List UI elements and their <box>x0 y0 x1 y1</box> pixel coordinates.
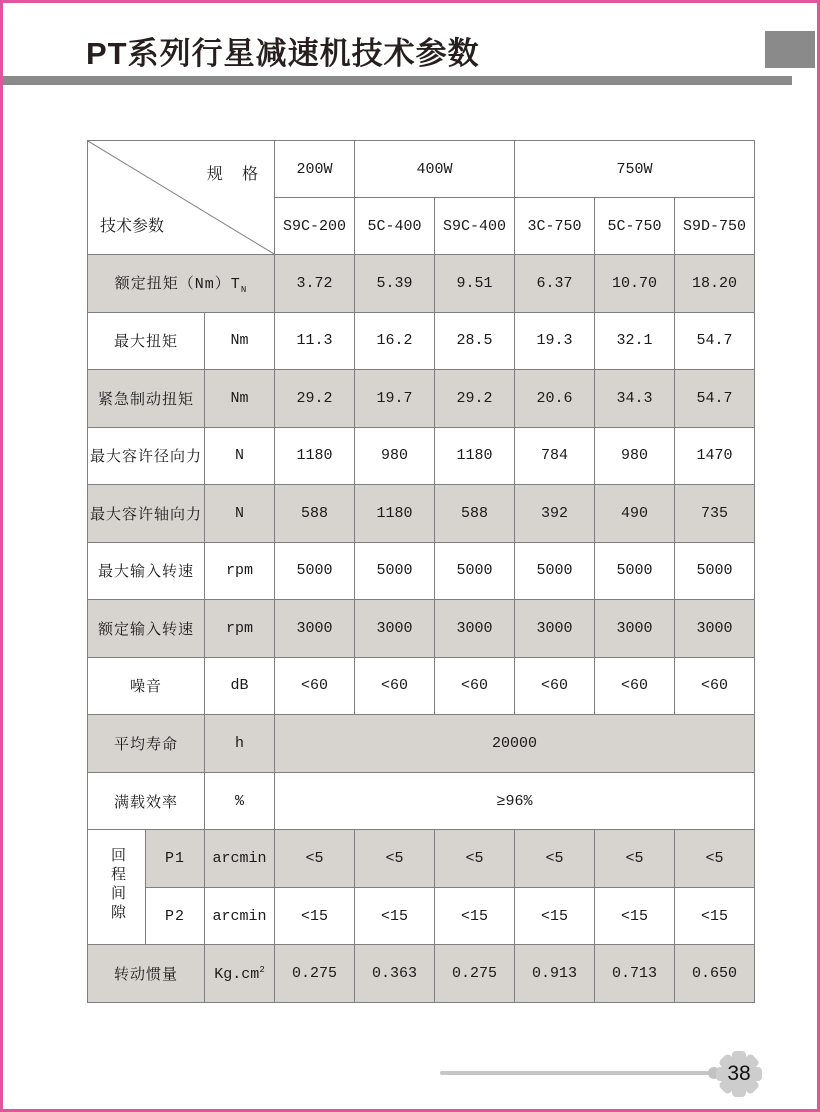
row-label-text: 平均寿命 <box>113 737 178 755</box>
row-unit-text: dB <box>230 677 249 695</box>
title-underline-bar <box>3 76 792 85</box>
row-unit-text: N <box>235 504 245 522</box>
value-cell: 10.70 <box>595 255 675 313</box>
value-cell: 0.275 <box>275 945 355 1003</box>
table-row <box>88 887 755 945</box>
row-label <box>88 255 275 313</box>
model-header: 3C-750 <box>515 198 595 255</box>
value-cell: 0.363 <box>355 945 435 1003</box>
value-cell: 3000 <box>275 600 355 658</box>
value-cell: 34.3 <box>595 370 675 428</box>
value-cell: 5000 <box>515 542 595 600</box>
row-group-text: 回程间隙 <box>108 846 125 923</box>
value-cell: 1180 <box>435 427 515 485</box>
footer-line <box>440 1071 712 1075</box>
value-cell: <60 <box>435 657 515 715</box>
power-group-header: 750W <box>515 141 755 198</box>
value-cell: 32.1 <box>595 312 675 370</box>
table-row <box>88 255 755 313</box>
value-cell: <60 <box>675 657 755 715</box>
row-label-subscript: N <box>240 284 248 295</box>
row-unit-text: Nm <box>230 389 249 407</box>
row-label-text: 额定输入转速 <box>97 621 194 639</box>
row-unit-text: N <box>235 447 245 465</box>
spec-table <box>87 140 755 1003</box>
value-cell: <5 <box>355 830 435 888</box>
row-label-text: 额定扭矩（Nm）T <box>114 275 241 293</box>
row-unit <box>205 600 275 658</box>
page-number-badge <box>714 1049 764 1099</box>
value-cell: <15 <box>675 887 755 945</box>
row-label <box>146 887 205 945</box>
row-unit <box>205 485 275 543</box>
row-unit <box>205 887 275 945</box>
row-label <box>88 427 205 485</box>
row-label <box>88 312 205 370</box>
value-cell: 18.20 <box>675 255 755 313</box>
page-number: 38 <box>727 1062 751 1085</box>
value-cell: 5000 <box>675 542 755 600</box>
row-label-text: 转动惯量 <box>113 967 178 985</box>
row-label <box>88 542 205 600</box>
table-row <box>88 945 755 1003</box>
row-label <box>88 945 205 1003</box>
value-cell: <15 <box>595 887 675 945</box>
diagonal-divider <box>88 141 274 254</box>
table-row <box>88 715 755 773</box>
header-corner-square <box>765 31 815 68</box>
table-row <box>88 657 755 715</box>
corner-param-label: 技术参数 <box>100 218 165 236</box>
value-cell: 1180 <box>275 427 355 485</box>
row-unit-text: Nm <box>230 332 249 350</box>
row-unit <box>205 427 275 485</box>
value-cell: 3000 <box>355 600 435 658</box>
row-label <box>88 600 205 658</box>
page-title: PT系列行星减速机技术参数 <box>86 36 480 71</box>
value-cell: <5 <box>675 830 755 888</box>
value-cell: 1470 <box>675 427 755 485</box>
value-cell: 54.7 <box>675 312 755 370</box>
row-unit-text: arcmin <box>212 907 267 925</box>
value-cell: <15 <box>515 887 595 945</box>
value-cell: <60 <box>355 657 435 715</box>
value-cell: 19.7 <box>355 370 435 428</box>
value-cell: 980 <box>355 427 435 485</box>
row-merged-value: ≥96% <box>275 772 755 830</box>
value-cell: 490 <box>595 485 675 543</box>
value-cell: 0.713 <box>595 945 675 1003</box>
value-cell: 20.6 <box>515 370 595 428</box>
row-unit-text: rpm <box>226 619 254 637</box>
row-unit-text: arcmin <box>212 850 267 868</box>
value-cell: 0.650 <box>675 945 755 1003</box>
value-cell: 3000 <box>675 600 755 658</box>
model-header: 5C-750 <box>595 198 675 255</box>
value-cell: 9.51 <box>435 255 515 313</box>
row-unit-superscript: 2 <box>259 964 265 975</box>
table-row <box>88 370 755 428</box>
value-cell: <15 <box>355 887 435 945</box>
table-corner-cell <box>88 141 275 255</box>
value-cell: <5 <box>435 830 515 888</box>
row-group-label <box>88 830 146 945</box>
value-cell: 3000 <box>595 600 675 658</box>
row-label <box>88 772 205 830</box>
value-cell: 3000 <box>515 600 595 658</box>
power-group-header: 200W <box>275 141 355 198</box>
value-cell: 784 <box>515 427 595 485</box>
value-cell: 3.72 <box>275 255 355 313</box>
table-row <box>88 312 755 370</box>
value-cell: <15 <box>275 887 355 945</box>
row-label-text: 紧急制动扭矩 <box>97 391 194 409</box>
value-cell: 5000 <box>355 542 435 600</box>
row-label-text: 满载效率 <box>113 794 178 812</box>
row-label <box>88 715 205 773</box>
row-label-text: 噪音 <box>129 679 162 697</box>
value-cell: <60 <box>275 657 355 715</box>
corner-spec-label: 规 格 <box>206 166 259 184</box>
row-unit <box>205 945 275 1003</box>
value-cell: 392 <box>515 485 595 543</box>
row-unit-text: h <box>235 735 245 753</box>
row-unit <box>205 657 275 715</box>
row-label <box>88 657 205 715</box>
table-row <box>88 772 755 830</box>
row-label-text: 最大容许径向力 <box>90 449 203 467</box>
row-label-text: P1 <box>164 850 185 868</box>
row-merged-value: 20000 <box>275 715 755 773</box>
row-label <box>88 370 205 428</box>
row-unit-text: % <box>235 792 245 810</box>
row-label-text: 最大输入转速 <box>97 564 194 582</box>
value-cell: 1180 <box>355 485 435 543</box>
row-unit <box>205 715 275 773</box>
model-header: 5C-400 <box>355 198 435 255</box>
model-header: S9D-750 <box>675 198 755 255</box>
value-cell: 16.2 <box>355 312 435 370</box>
value-cell: 19.3 <box>515 312 595 370</box>
power-group-header: 400W <box>355 141 515 198</box>
table-row <box>88 485 755 543</box>
row-unit <box>205 312 275 370</box>
row-label <box>146 830 205 888</box>
value-cell: 11.3 <box>275 312 355 370</box>
row-unit-text: Kg.cm <box>214 965 260 983</box>
value-cell: <5 <box>275 830 355 888</box>
value-cell: 735 <box>675 485 755 543</box>
value-cell: 29.2 <box>275 370 355 428</box>
table-row <box>88 542 755 600</box>
table-row <box>88 830 755 888</box>
row-unit <box>205 370 275 428</box>
value-cell: <15 <box>435 887 515 945</box>
row-unit-text: rpm <box>226 562 254 580</box>
row-label-text: 最大扭矩 <box>113 334 178 352</box>
table-row <box>88 427 755 485</box>
value-cell: 588 <box>435 485 515 543</box>
value-cell: 5000 <box>275 542 355 600</box>
model-header: S9C-400 <box>435 198 515 255</box>
value-cell: 0.913 <box>515 945 595 1003</box>
value-cell: 588 <box>275 485 355 543</box>
model-header: S9C-200 <box>275 198 355 255</box>
value-cell: 980 <box>595 427 675 485</box>
value-cell: 54.7 <box>675 370 755 428</box>
value-cell: 3000 <box>435 600 515 658</box>
row-unit <box>205 542 275 600</box>
spec-table-wrap <box>87 140 754 1003</box>
value-cell: 6.37 <box>515 255 595 313</box>
value-cell: 0.275 <box>435 945 515 1003</box>
value-cell: 5.39 <box>355 255 435 313</box>
value-cell: <5 <box>595 830 675 888</box>
value-cell: 5000 <box>595 542 675 600</box>
value-cell: 28.5 <box>435 312 515 370</box>
value-cell: <60 <box>515 657 595 715</box>
row-unit <box>205 830 275 888</box>
value-cell: 29.2 <box>435 370 515 428</box>
row-label-text: 最大容许轴向力 <box>90 506 203 524</box>
row-label-text: P2 <box>164 907 185 925</box>
row-label <box>88 485 205 543</box>
value-cell: <5 <box>515 830 595 888</box>
value-cell: <60 <box>595 657 675 715</box>
row-unit <box>205 772 275 830</box>
table-row <box>88 600 755 658</box>
value-cell: 5000 <box>435 542 515 600</box>
